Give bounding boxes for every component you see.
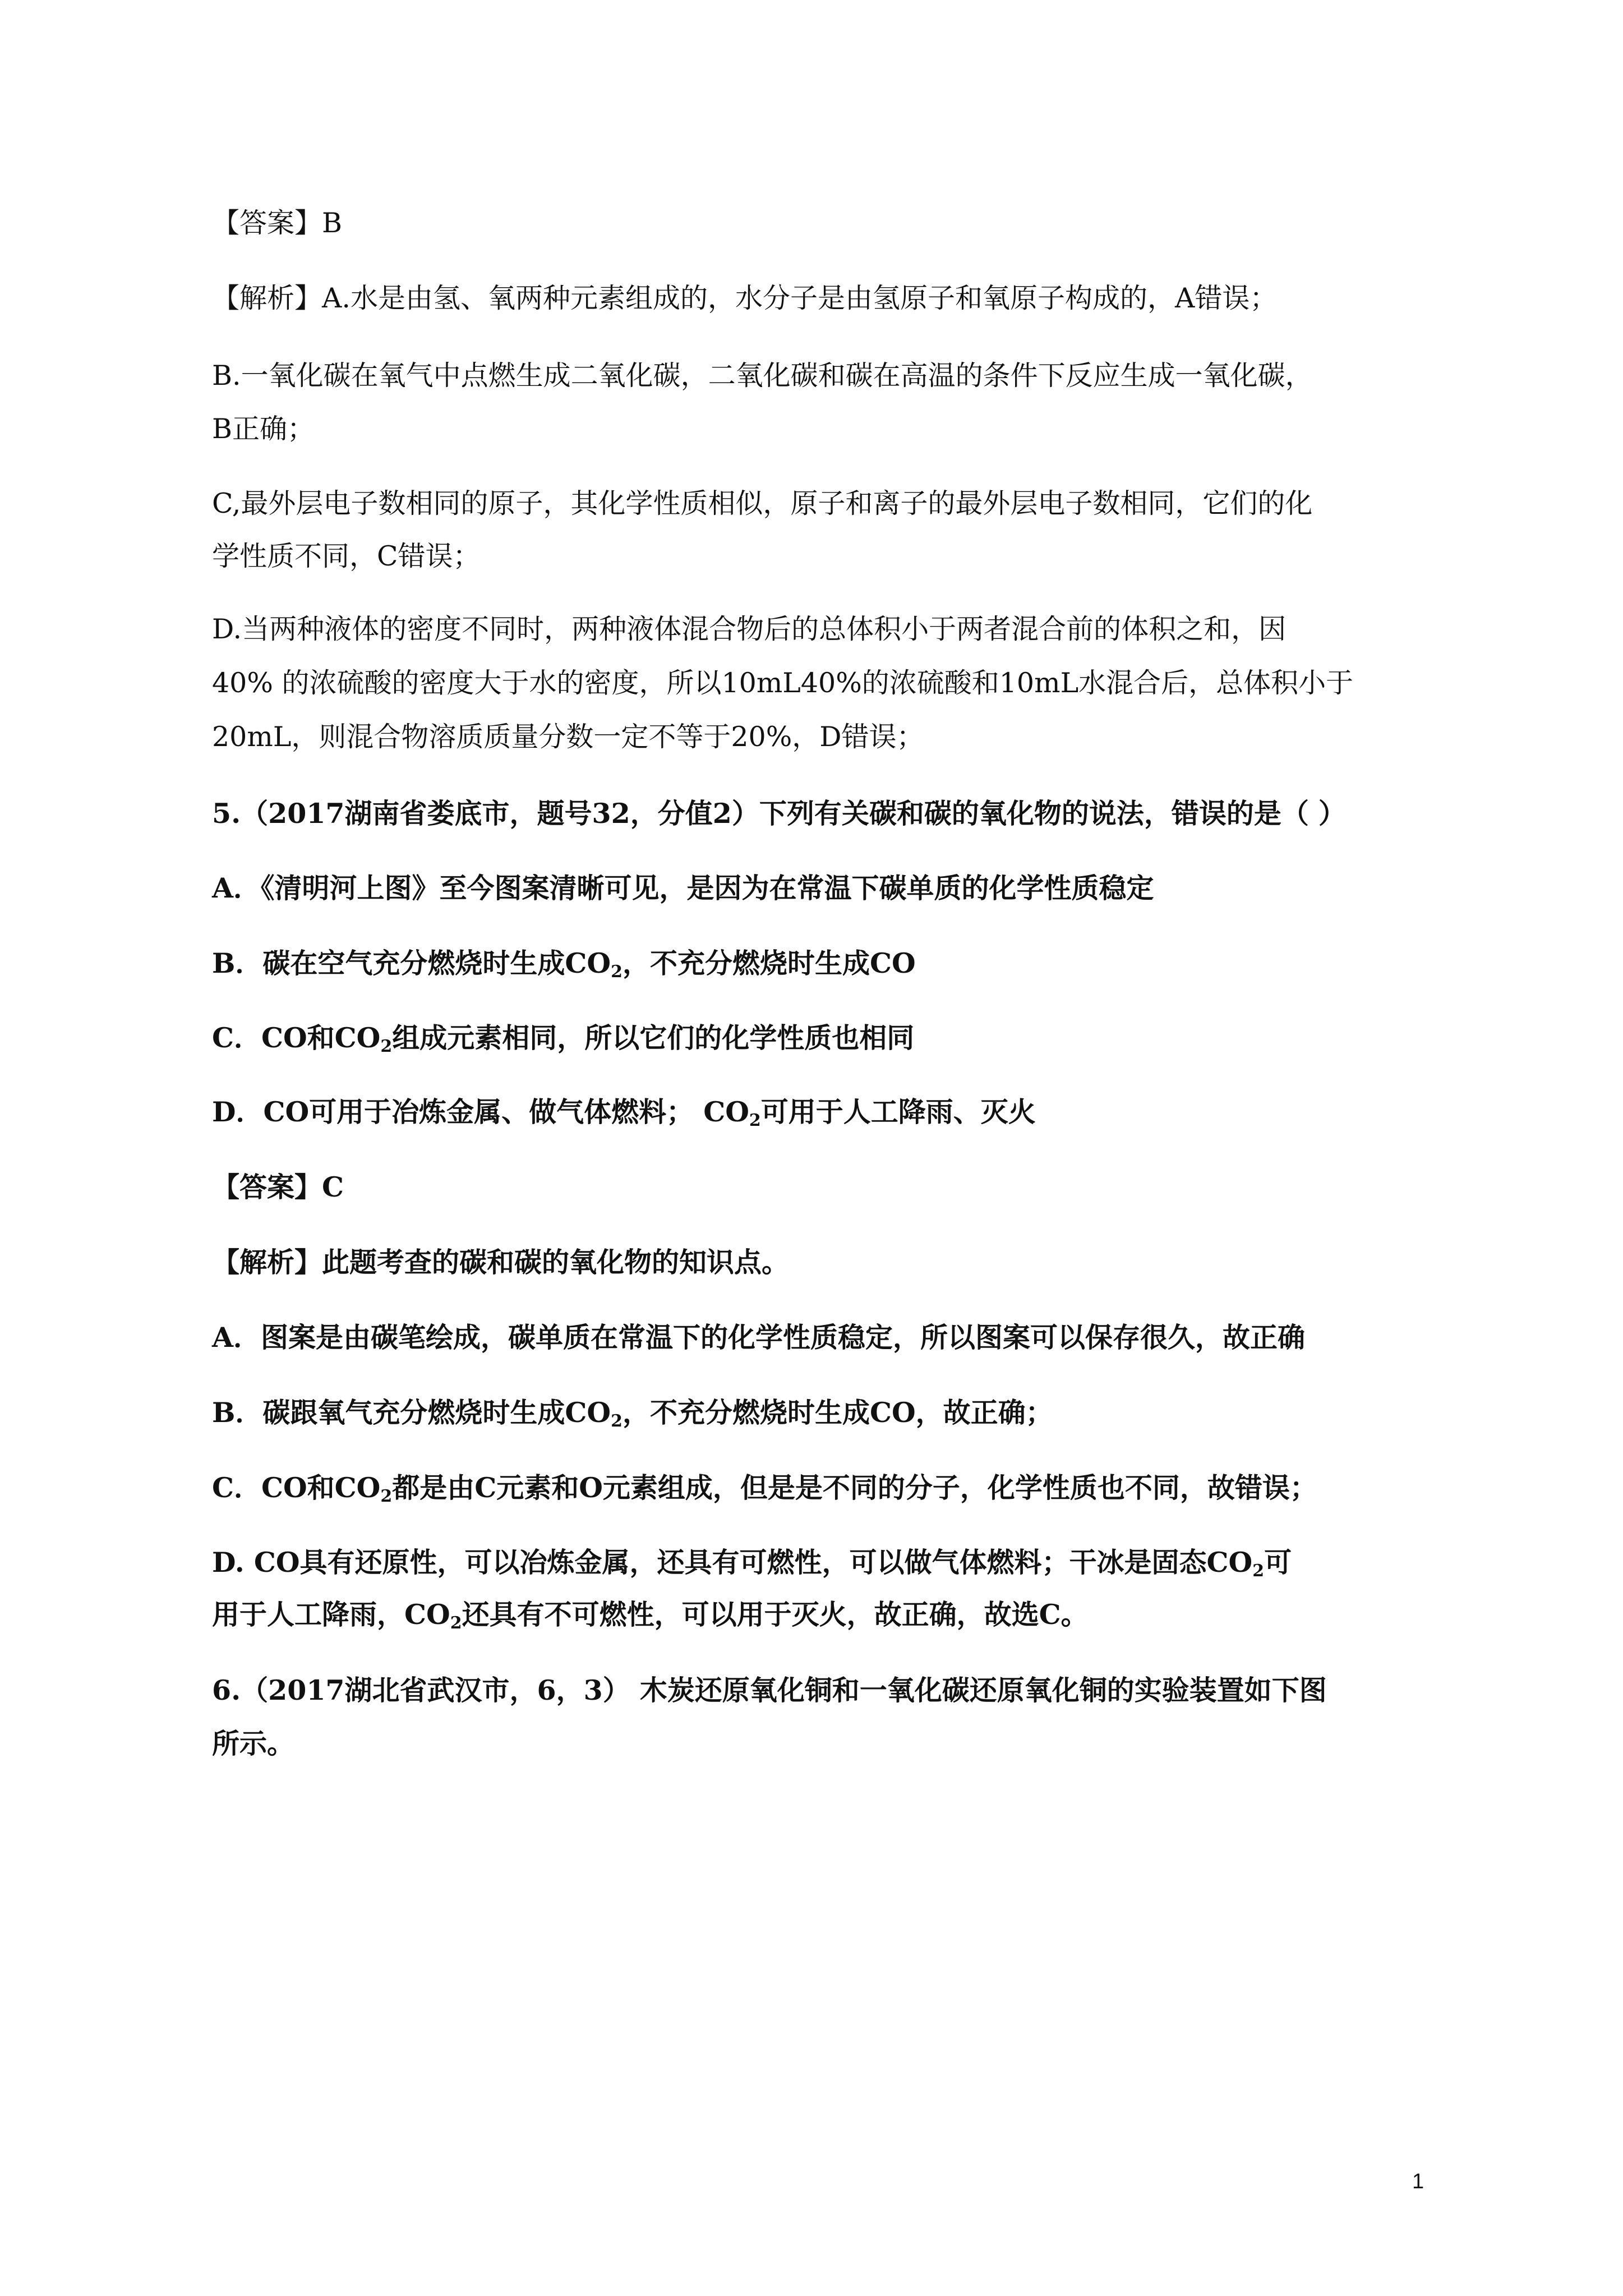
analysis-b-text: B．碳跟氧气充分燃烧时生成CO xyxy=(212,1396,611,1429)
question5-analysis-d-line2 xyxy=(212,1598,1423,1631)
option-d-subscript: 2 xyxy=(749,1111,761,1130)
analysis-d1-text: D. CO具有还原性，可以冶炼金属，还具有可燃性，可以做气体燃料；干冰是固态CO xyxy=(212,1546,1253,1579)
prev-analysis-b-line2: B正确； xyxy=(212,413,315,445)
analysis-d2-text-tail: 还具有不可燃性，可以用于灭火，故正确，故选C。 xyxy=(462,1598,1089,1631)
option-c-subscript: 2 xyxy=(380,1037,393,1056)
analysis-b-text-tail: ，不充分燃烧时生成CO，故正确； xyxy=(622,1396,1053,1429)
analysis-c-text: C．CO和CO xyxy=(212,1471,381,1504)
analysis-b-subscript: 2 xyxy=(611,1411,623,1431)
analysis-d1-text-tail: 可 xyxy=(1264,1546,1292,1579)
option-c-text: C．CO和CO xyxy=(212,1022,381,1054)
prev-analysis-d-line3: 20mL，则混合物溶质质量分数一定不等于20%，D错误； xyxy=(212,721,924,753)
option-d-text-tail: 可用于人工降雨、灭火 xyxy=(760,1096,1036,1128)
prev-analysis-d-line2: 40% 的浓硫酸的密度大于水的密度，所以10mL40%的浓硫酸和10mL水混合后，总体积小于 xyxy=(212,667,1354,699)
question5-analysis-a: A．图案是由碳笔绘成，碳单质在常温下的化学性质稳定，所以图案可以保存很久，故正确 xyxy=(212,1321,1306,1354)
analysis-d2-subscript: 2 xyxy=(450,1613,462,1633)
analysis-d2-text: 用于人工降雨，CO xyxy=(212,1598,450,1631)
question5-stem: 5.（2017湖南省娄底市，题号32，分值2）下列有关碳和碳的氧化物的说法，错误的是（ ） xyxy=(212,797,1346,830)
analysis-c-subscript: 2 xyxy=(380,1487,393,1506)
question5-option-d xyxy=(212,1095,1423,1129)
prev-answer-line: 【答案】B xyxy=(212,207,343,239)
option-d-text: D．CO可用于冶炼金属、做气体燃料； CO xyxy=(212,1096,749,1128)
question5-analysis-b xyxy=(212,1396,1423,1429)
prev-analysis-a: 【解析】A.水是由氢、氧两种元素组成的，水分子是由氢原子和氧原子构成的，A错误； xyxy=(212,282,1278,314)
option-b-text: B．碳在空气充分燃烧时生成CO xyxy=(212,947,611,979)
prev-analysis-c-line2: 学性质不同，C错误； xyxy=(212,540,481,572)
question5-option-b xyxy=(212,946,1423,980)
option-c-text-tail: 组成元素相同，所以它们的化学性质也相同 xyxy=(392,1022,915,1054)
option-b-subscript: 2 xyxy=(611,962,623,982)
question6-stem-line2: 所示。 xyxy=(212,1727,295,1760)
question5-option-a: A．《清明河上图》至今图案清晰可见，是因为在常温下碳单质的化学性质稳定 xyxy=(212,872,1154,904)
prev-analysis-c-line1: C,最外层电子数相同的原子，其化学性质相似，原子和离子的最外层电子数相同，它们的化 xyxy=(212,487,1313,519)
prev-analysis-b-line1: B.一氧化碳在氧气中点燃生成二氧化碳，二氧化碳和碳在高温的条件下反应生成一氧化碳， xyxy=(212,360,1313,392)
analysis-c-text-tail: 都是由C元素和O元素组成，但是是不同的分子，化学性质也不同，故错误； xyxy=(392,1471,1317,1504)
question5-option-c xyxy=(212,1021,1423,1055)
prev-analysis-d-line1: D.当两种液体的密度不同时，两种液体混合物后的总体积小于两者混合前的体积之和，因 xyxy=(212,613,1287,645)
question5-analysis-c xyxy=(212,1471,1423,1504)
question5-analysis-d-line1 xyxy=(212,1545,1423,1579)
question5-analysis-intro: 【解析】此题考查的碳和碳的氧化物的知识点。 xyxy=(212,1246,790,1278)
page-number: 1 xyxy=(1412,2170,1424,2193)
option-b-text-tail: ，不充分燃烧时生成CO xyxy=(622,947,916,979)
question5-answer: 【答案】C xyxy=(212,1171,344,1203)
question6-stem-line1: 6.（2017湖北省武汉市，6，3） 木炭还原氧化铜和一氧化碳还原氧化铜的实验装置如下图 xyxy=(212,1674,1327,1706)
analysis-d1-subscript: 2 xyxy=(1252,1561,1265,1581)
